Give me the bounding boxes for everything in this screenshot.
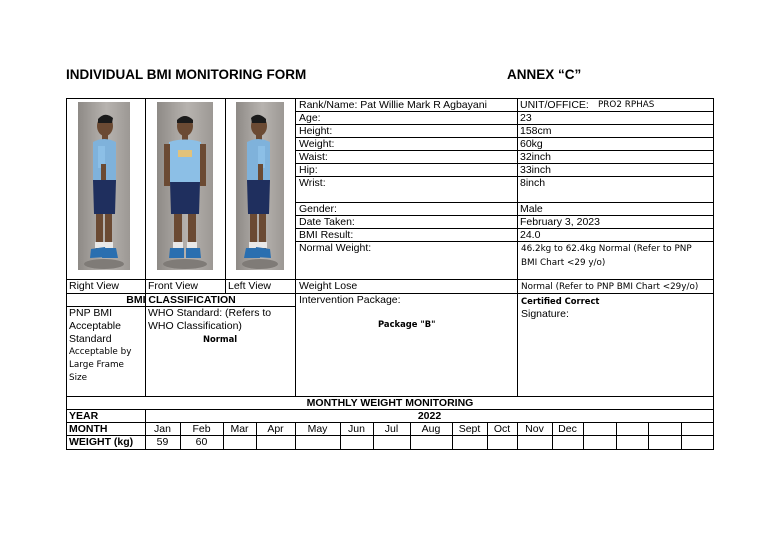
year-label: YEAR <box>69 410 99 422</box>
pnp-bmi-line-1: PNP BMI <box>69 307 112 319</box>
weight-value: 60kg <box>520 138 543 150</box>
pnp-bmi-line-2: Acceptable <box>69 320 121 332</box>
weight-jan: 59 <box>156 436 169 448</box>
intervention-package-label: Intervention Package: <box>299 294 401 306</box>
age-label: Age: <box>299 112 321 124</box>
month-jul: Jul <box>384 423 399 435</box>
certified-correct: Certified Correct <box>521 296 600 306</box>
weight-kg-label: WEIGHT (kg) <box>69 436 134 448</box>
waist-value: 32inch <box>520 151 551 163</box>
month-aug: Aug <box>421 423 441 435</box>
date-taken-value: February 3, 2023 <box>520 216 600 228</box>
hip-value: 33inch <box>520 164 551 176</box>
left-view-label: Left View <box>228 280 271 292</box>
month-mar: Mar <box>230 423 249 435</box>
right-view-label: Right View <box>69 280 119 292</box>
front-view-label: Front View <box>148 280 198 292</box>
who-result: Normal <box>203 334 238 344</box>
month-jan: Jan <box>154 423 171 435</box>
pnp-bmi-line-3: Standard <box>69 333 112 345</box>
pnp-bmi-line-4: Acceptable by <box>69 347 132 357</box>
signature-label: Signature: <box>521 308 569 320</box>
weight-label: Weight: <box>299 138 335 150</box>
year-value: 2022 <box>417 410 442 422</box>
annex-label: ANNEX “C” <box>507 67 582 82</box>
form-title: INDIVIDUAL BMI MONITORING FORM <box>66 67 307 82</box>
normal-weight-line-1: 46.2kg to 62.4kg Normal (Refer to PNP <box>521 244 692 254</box>
age-value: 23 <box>520 112 532 124</box>
weight-feb: 60 <box>195 436 208 448</box>
month-dec: Dec <box>558 423 577 435</box>
who-standard-line-2: WHO Classification) <box>148 320 242 332</box>
month-feb: Feb <box>192 423 211 435</box>
month-nov: Nov <box>525 423 544 435</box>
month-jun: Jun <box>348 423 365 435</box>
monthly-monitoring-heading: MONTHLY WEIGHT MONITORING <box>306 397 474 409</box>
wrist-value: 8inch <box>520 177 546 189</box>
who-standard-line-1: WHO Standard: (Refers to <box>148 307 272 319</box>
month-oct: Oct <box>493 423 511 435</box>
bmi-classification-heading: BMI CLASSIFICATION <box>126 294 236 306</box>
gender-label: Gender: <box>299 203 337 215</box>
rank-name-field: Rank/Name: Pat Willie Mark R Agbayani <box>299 99 487 111</box>
date-taken-label: Date Taken: <box>299 216 355 228</box>
month-apr: Apr <box>267 423 284 435</box>
pnp-bmi-line-5: Large Frame <box>69 360 124 370</box>
gender-value: Male <box>520 203 543 215</box>
hip-label: Hip: <box>299 164 318 176</box>
photo-left-view <box>236 102 284 270</box>
photo-right-view <box>78 102 130 270</box>
unit-office-value: PRO2 RPHAS <box>598 100 655 110</box>
pnp-bmi-line-6: Size <box>69 373 88 383</box>
height-label: Height: <box>299 125 333 137</box>
bmi-result-label: BMI Result: <box>299 229 354 241</box>
photo-front-view <box>157 102 213 270</box>
intervention-package-value: Package "B" <box>378 319 436 329</box>
normal-weight-label: Normal Weight: <box>299 242 372 254</box>
wrist-label: Wrist: <box>299 177 326 189</box>
bmi-result-value: 24.0 <box>520 229 541 241</box>
month-sept: Sept <box>458 423 481 435</box>
month-may: May <box>307 423 328 435</box>
unit-office-label: UNIT/OFFICE: <box>520 99 589 111</box>
month-label: MONTH <box>69 423 108 435</box>
weight-lose-label: Weight Lose <box>299 280 358 292</box>
weight-lose-value: Normal (Refer to PNP BMI Chart <29y/o) <box>521 282 699 292</box>
height-value: 158cm <box>520 125 552 137</box>
waist-label: Waist: <box>299 151 328 163</box>
normal-weight-line-2: BMI Chart <29 y/o) <box>521 258 606 268</box>
